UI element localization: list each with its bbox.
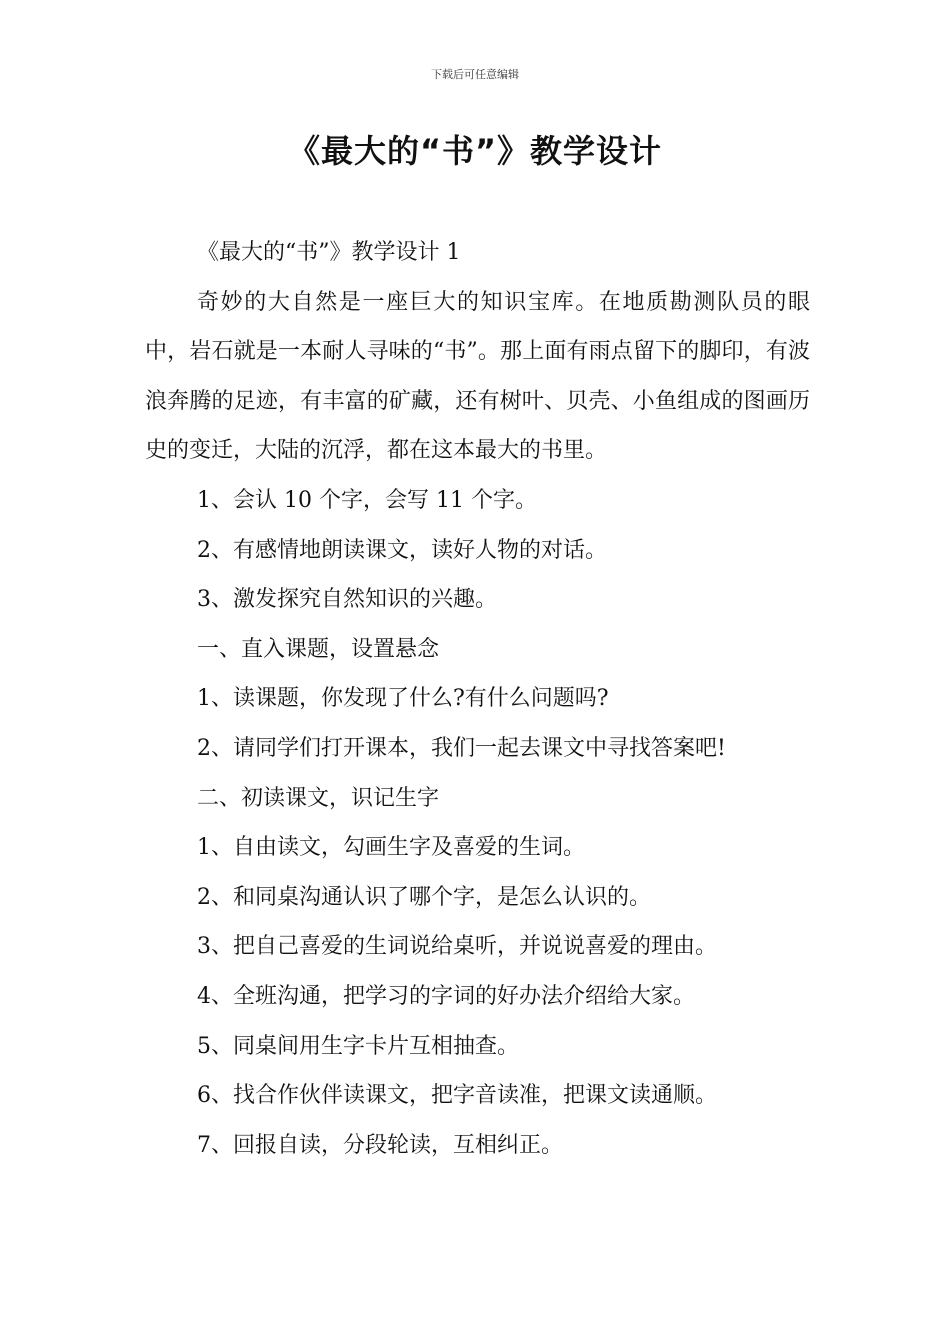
list-item: 1、读课题，你发现了什么?有什么问题吗? [197,686,609,712]
document-title: 《最大的“书”》教学设计 [287,132,663,170]
document-body [145,228,810,1170]
section-subtitle: 《最大的“书”》教学设计 1 [197,240,461,265]
section-heading: 一、直入课题，设置悬念 [197,636,440,662]
list-item: 7、回报自读，分段轮读，互相纠正。 [197,1132,563,1158]
goal-item: 1、会认 10 个字，会写 11 个字。 [197,487,537,513]
list-item: 4、全班沟通，把学习的字词的好办法介绍给大家。 [197,983,695,1009]
section-heading: 二、初读课文，识记生字 [197,785,440,811]
list-item: 3、把自己喜爱的生词说给桌听，并说说喜爱的理由。 [197,934,717,960]
list-item: 1、自由读文，勾画生字及喜爱的生词。 [197,835,585,861]
list-item: 2、请同学们打开课本，我们一起去课文中寻找答案吧! [197,735,726,761]
list-item: 6、找合作伙伴读课文，把字音读准，把课文读通顺。 [197,1083,717,1109]
list-item: 5、同桌间用生字卡片互相抽查。 [197,1033,519,1059]
header-note: 下载后可任意编辑 [431,68,519,81]
goal-item: 3、激发探究自然知识的兴趣。 [197,587,497,613]
list-item: 2、和同桌沟通认识了哪个字，是怎么认识的。 [197,884,651,910]
intro-paragraph: 奇妙的大自然是一座巨大的知识宝库。在地质勘测队员的眼中，岩石就是一本耐人寻味的“书”。那上面有雨点留下的脚印，有波浪奔腾的足迹，有丰富的矿藏，还有树叶、贝壳、小鱼组成的图画历史的变迁，大陆的沉浮，都在这本最大的书里。 [145,289,810,464]
goal-item: 2、有感情地朗读课文，读好人物的对话。 [197,537,607,563]
